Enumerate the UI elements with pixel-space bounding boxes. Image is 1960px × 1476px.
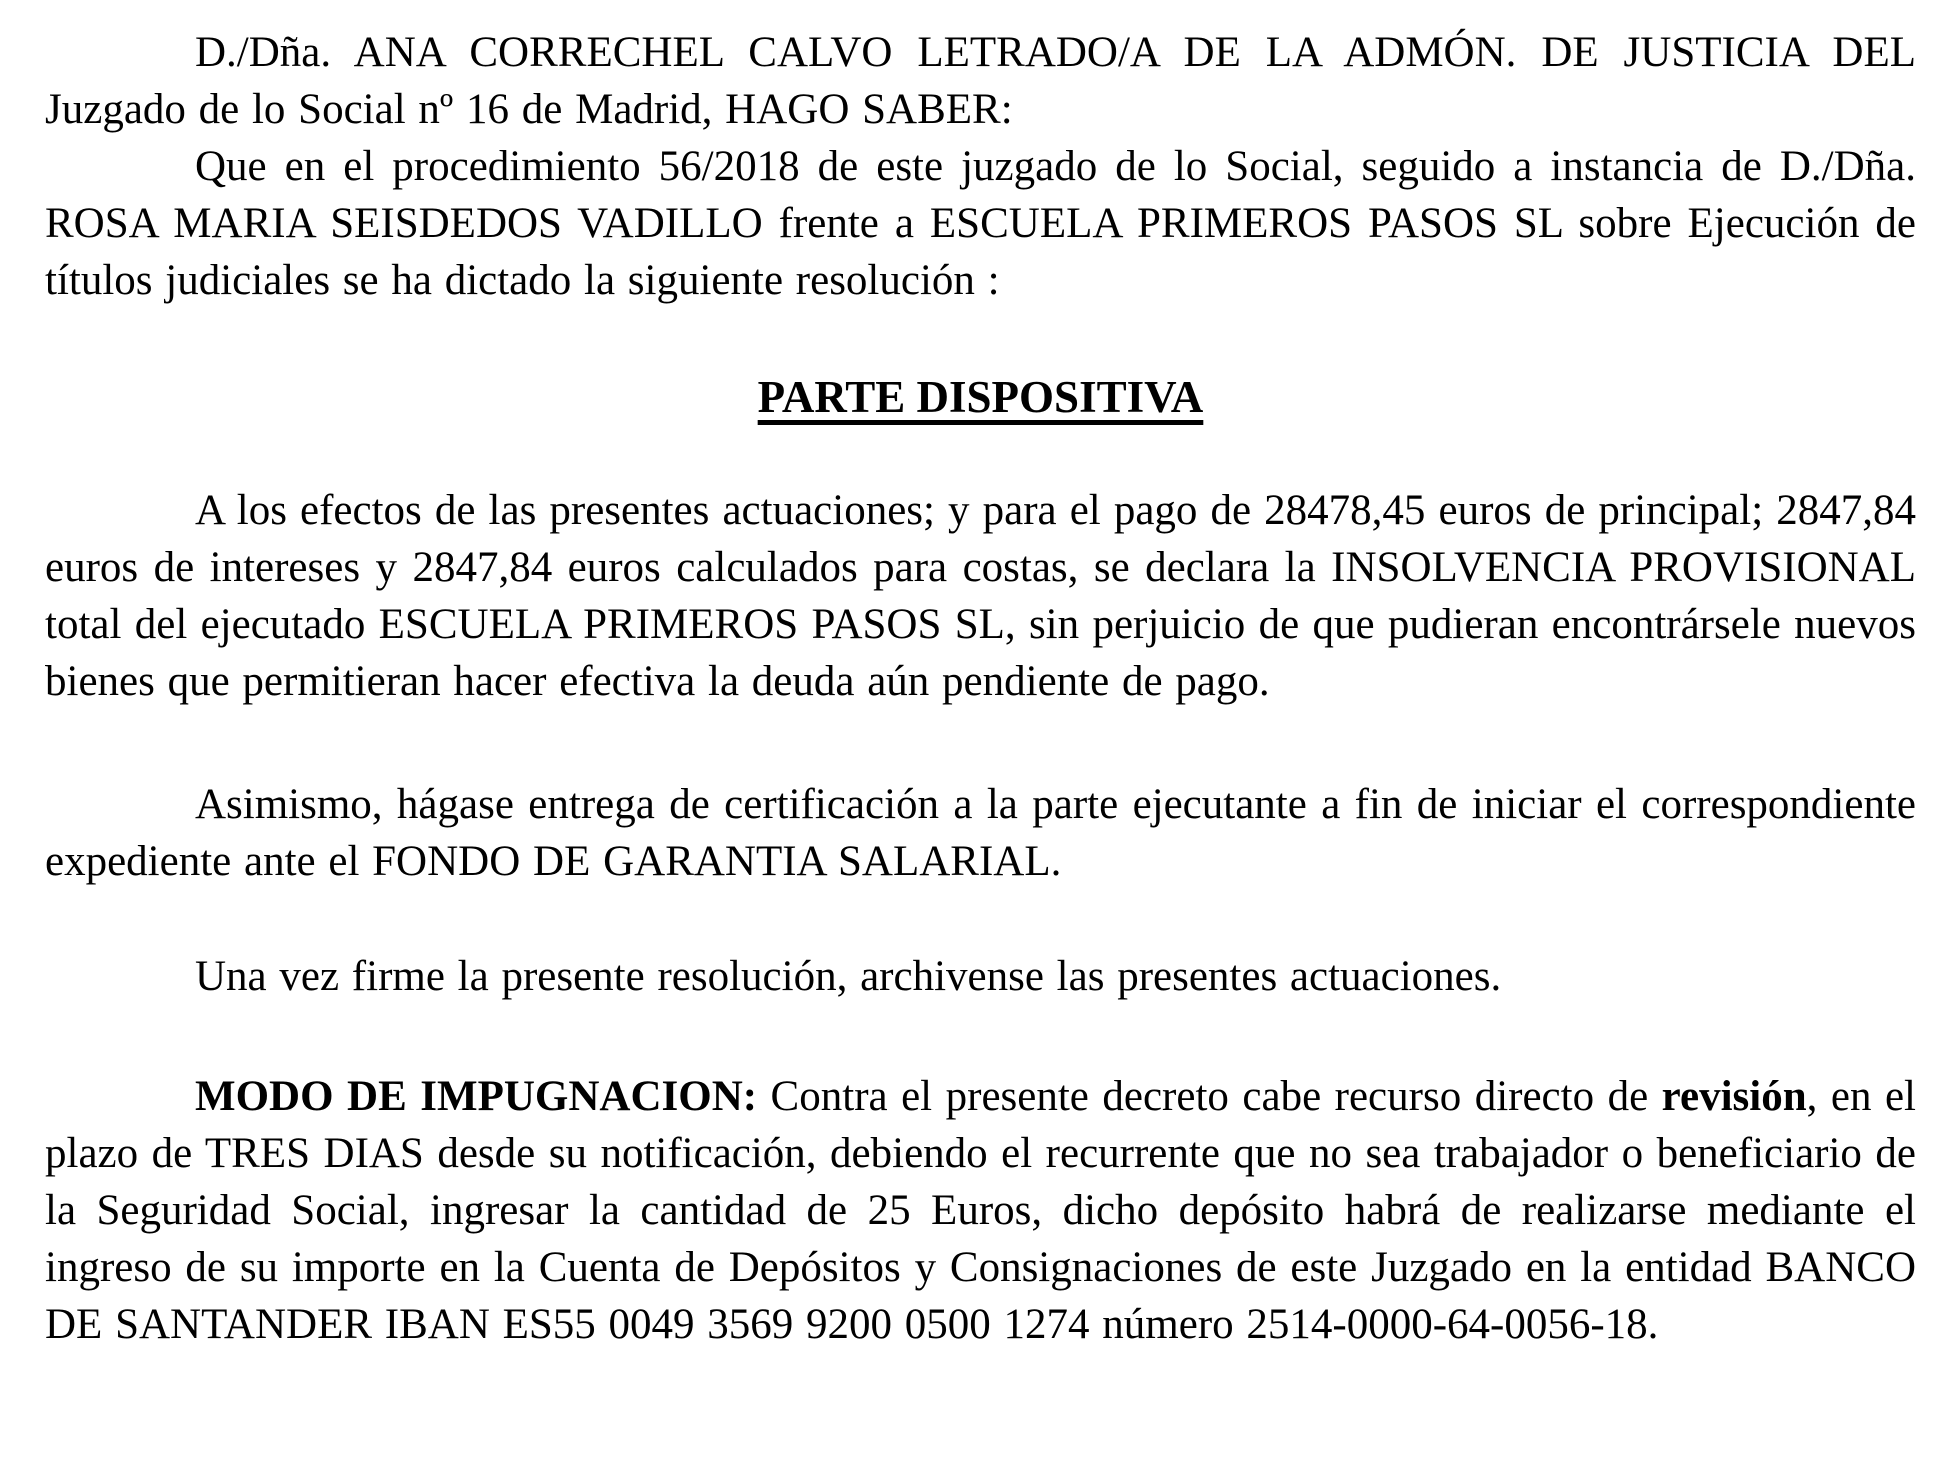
- body-paragraph-insolvencia: A los efectos de las presentes actuaciones; y para el pago de 28478,45 euros de principal; 2847,84 euros de intereses y 2847,84 euros calculados para costas, se declara la INSOLVENCIA PROVISIONAL total del ejecutado ESCUELA PRIMEROS PASOS SL, sin perjuicio de que pudieran encontrársele nuevos bienes que permitieran hacer efectiva la deuda aún pendiente de pago.: [45, 487, 1916, 705]
- impugnacion-revision-bold-term: revisión: [1661, 1073, 1807, 1120]
- impugnacion-label: MODO DE IMPUGNACION:: [195, 1073, 758, 1120]
- impugnacion-text-after-label: Contra el presente decreto cabe recurso directo de: [757, 1073, 1662, 1120]
- parte-dispositiva-heading-text: PARTE DISPOSITIVA: [757, 372, 1204, 422]
- parte-dispositiva-heading: [45, 369, 1916, 426]
- body-paragraph-impugnacion: [45, 1068, 1916, 1353]
- impugnacion-text-rest: , en el plazo de TRES DIAS desde su notificación, debiendo el recurrente que no sea trabajador o beneficiario de la Seguridad Social, ingresar la cantidad de 25 Euros, dicho depósito habrá de realizarse mediante el ingreso de su importe en la Cuenta de Depósitos y Consignaciones de este Juzgado en la entidad BANCO DE SANTANDER IBAN ES55 0049 3569 9200 0500 1274 número 2514-0000-64-0056-18.: [45, 1073, 1916, 1348]
- intro-paragraph-letrada: D./Dña. ANA CORRECHEL CALVO LETRADO/A DE LA ADMÓN. DE JUSTICIA DEL Juzgado de lo Social nº 16 de Madrid, HAGO SABER:: [45, 29, 1916, 133]
- intro-paragraph-procedimiento: Que en el procedimiento 56/2018 de este juzgado de lo Social, seguido a instancia de D./Dña. ROSA MARIA SEISDEDOS VADILLO frente a ESCUELA PRIMEROS PASOS SL sobre Ejecución de títulos judiciales se ha dictado la siguiente resolución :: [45, 143, 1916, 304]
- body-paragraph-archivo: Una vez firme la presente resolución, archivense las presentes actuaciones.: [195, 953, 1502, 1000]
- body-paragraph-fogasa: Asimismo, hágase entrega de certificación a la parte ejecutante a fin de iniciar el correspondiente expediente ante el FONDO DE GARANTIA SALARIAL.: [45, 781, 1916, 885]
